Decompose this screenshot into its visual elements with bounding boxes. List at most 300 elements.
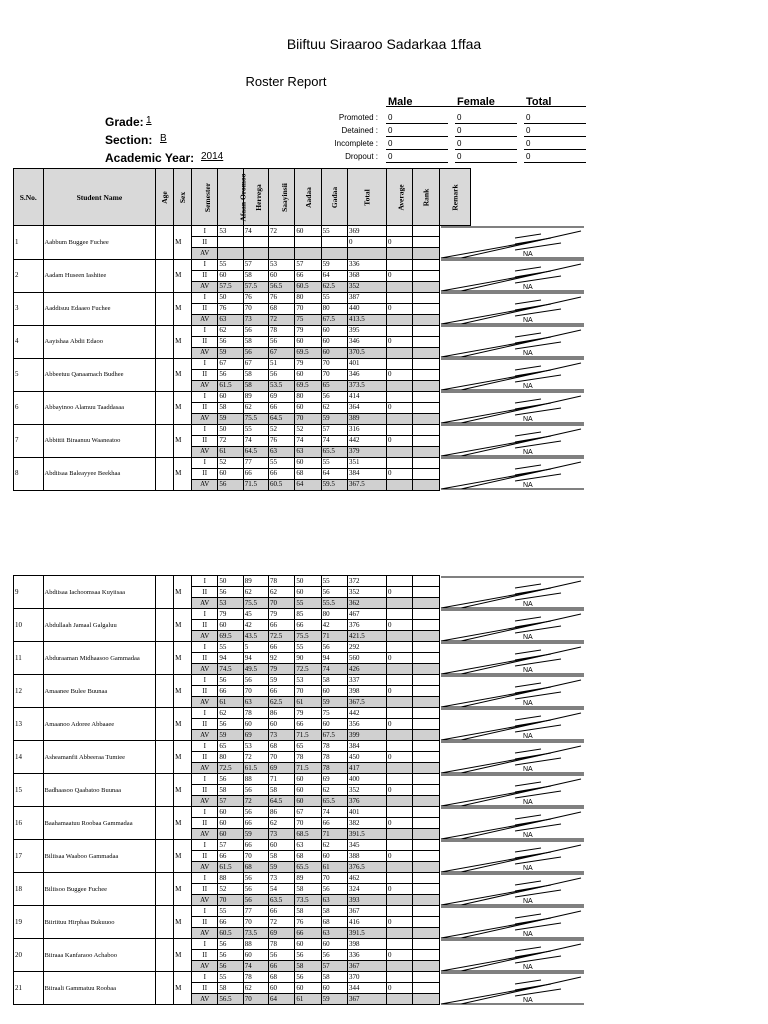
score-cell: 62 (218, 325, 243, 336)
score-cell (321, 248, 347, 259)
score-cell: 66 (268, 402, 294, 413)
score-cell: 63 (295, 840, 321, 851)
student-age (156, 259, 174, 292)
semester-cell: AV (192, 730, 218, 741)
rank-cell (413, 708, 439, 719)
semester-cell: II (192, 402, 218, 413)
score-cell (218, 248, 243, 259)
table-row (14, 325, 591, 336)
student-sex: M (174, 325, 192, 358)
score-cell: 78 (321, 752, 347, 763)
score-cell: 43.5 (243, 631, 268, 642)
score-cell: 78 (243, 708, 268, 719)
student-age (156, 292, 174, 325)
score-cell: 74 (321, 435, 347, 446)
semester-cell: II (192, 653, 218, 664)
score-cell: 94 (218, 653, 243, 664)
score-cell: 69 (321, 774, 347, 785)
student-sno: 14 (14, 741, 44, 774)
rank-cell (413, 972, 439, 983)
score-cell: 63 (243, 697, 268, 708)
score-cell: 0 (387, 917, 413, 928)
score-cell: 64 (321, 468, 347, 479)
score-cell: 57 (243, 259, 268, 270)
score-cell: 58 (268, 851, 294, 862)
score-cell: 442 (348, 708, 387, 719)
score-cell: 0 (387, 818, 413, 829)
score-cell: 60 (218, 818, 243, 829)
score-cell: 60 (295, 939, 321, 950)
score-cell: 70 (295, 413, 321, 424)
score-cell: 56 (268, 369, 294, 380)
score-cell: 57 (295, 259, 321, 270)
student-sno: 11 (14, 642, 44, 675)
score-cell: 364 (348, 402, 387, 413)
semester-cell: II (192, 917, 218, 928)
score-cell: 50 (218, 292, 243, 303)
student-age (156, 675, 174, 708)
score-cell: 370.5 (348, 347, 387, 358)
score-cell: 62 (243, 587, 268, 598)
score-cell: 72.5 (295, 664, 321, 675)
student-name: Biliisoo Buggee Fuchee (43, 873, 156, 906)
score-cell: 89 (295, 873, 321, 884)
score-cell: 55 (295, 598, 321, 609)
score-cell: 58 (321, 906, 347, 917)
remark-lines-graphic (441, 972, 584, 1005)
rank-cell (413, 928, 439, 939)
score-cell: 59 (243, 829, 268, 840)
rank-cell (413, 906, 439, 917)
student-sex: M (174, 741, 192, 774)
score-cell: 69 (268, 391, 294, 402)
score-cell: 68.5 (295, 829, 321, 840)
student-age (156, 708, 174, 741)
rank-cell (413, 248, 439, 259)
summary-male-value: 0 (386, 139, 448, 150)
score-cell (268, 248, 294, 259)
table-row (14, 642, 591, 653)
semester-cell: AV (192, 248, 218, 259)
remark-lines-graphic (441, 774, 584, 807)
col-herrega: Herrega (243, 169, 268, 226)
score-cell: 0 (387, 303, 413, 314)
score-cell: 426 (348, 664, 387, 675)
remark-text: NA (522, 996, 533, 1004)
score-cell: 54 (268, 884, 294, 895)
remark-cell (439, 972, 590, 1005)
score-cell: 391.5 (348, 928, 387, 939)
score-cell: 71.5 (295, 763, 321, 774)
remark-text: NA (522, 930, 533, 938)
student-sno: 19 (14, 906, 44, 939)
score-cell: 0 (387, 752, 413, 763)
semester-cell: I (192, 675, 218, 686)
score-cell: 462 (348, 873, 387, 884)
score-cell: 292 (348, 642, 387, 653)
score-cell: 75.5 (295, 631, 321, 642)
rank-cell (413, 642, 439, 653)
score-cell: 57.5 (218, 281, 243, 292)
student-age (156, 741, 174, 774)
remark-lines-graphic (441, 226, 584, 259)
table-row (14, 774, 591, 785)
score-cell: 61 (218, 697, 243, 708)
semester-cell: I (192, 906, 218, 917)
score-cell: 72 (268, 226, 294, 237)
student-sno: 4 (14, 325, 44, 358)
rank-cell (413, 576, 439, 587)
remark-text: NA (522, 251, 533, 258)
rank-cell (413, 719, 439, 730)
score-cell: 79 (295, 708, 321, 719)
summary-row-label: Promoted : (338, 113, 378, 122)
table-row (14, 457, 591, 468)
score-cell: 52 (295, 424, 321, 435)
score-cell: 78 (268, 325, 294, 336)
student-sex: M (174, 226, 192, 260)
score-cell: 78 (268, 939, 294, 950)
score-cell: 56 (243, 807, 268, 818)
semester-cell: I (192, 774, 218, 785)
score-cell: 61 (295, 994, 321, 1005)
rank-cell (413, 435, 439, 446)
score-cell: 346 (348, 369, 387, 380)
score-cell: 66 (295, 270, 321, 281)
rank-cell (413, 763, 439, 774)
score-cell: 79 (295, 325, 321, 336)
score-cell: 57 (321, 424, 347, 435)
summary-header-total: Total (526, 96, 552, 108)
student-age (156, 807, 174, 840)
score-cell: 85 (295, 609, 321, 620)
student-name: Abdiisaa Baleayyee Beekhaa (43, 457, 156, 490)
rank-cell (413, 697, 439, 708)
student-age (156, 391, 174, 424)
score-cell: 0 (348, 237, 387, 248)
score-cell (387, 829, 413, 840)
score-cell: 59 (321, 994, 347, 1005)
table-row (14, 292, 591, 303)
score-cell: 94 (243, 653, 268, 664)
score-cell: 65 (321, 380, 347, 391)
report-title: Roster Report (245, 74, 327, 89)
score-cell: 55 (321, 292, 347, 303)
score-cell: 58 (243, 270, 268, 281)
score-cell: 75.5 (243, 598, 268, 609)
col-saayinsii: Saayinsii (268, 169, 294, 226)
score-cell: 65 (295, 741, 321, 752)
score-cell: 55.5 (321, 598, 347, 609)
rank-cell (413, 237, 439, 248)
score-cell: 78 (243, 972, 268, 983)
score-cell: 76 (295, 917, 321, 928)
score-cell (218, 237, 243, 248)
remark-lines-graphic (441, 741, 584, 774)
score-cell: 73 (268, 730, 294, 741)
score-cell: 59 (321, 413, 347, 424)
score-cell: 367 (348, 994, 387, 1005)
score-cell: 62.5 (268, 697, 294, 708)
score-cell: 345 (348, 840, 387, 851)
rank-cell (413, 479, 439, 490)
score-cell: 63.5 (268, 895, 294, 906)
score-cell: 387 (348, 292, 387, 303)
score-cell: 401 (348, 807, 387, 818)
student-sex: M (174, 807, 192, 840)
rank-cell (413, 675, 439, 686)
score-cell: 60 (295, 796, 321, 807)
score-cell (348, 248, 387, 259)
score-cell: 60 (243, 719, 268, 730)
score-cell: 60 (218, 270, 243, 281)
score-cell: 560 (348, 653, 387, 664)
score-cell: 56 (268, 336, 294, 347)
rank-cell (413, 796, 439, 807)
score-cell: 79 (218, 609, 243, 620)
col-sno: S.No. (14, 169, 44, 226)
score-cell: 94 (321, 653, 347, 664)
score-cell: 61.5 (218, 862, 243, 873)
score-cell: 59 (218, 347, 243, 358)
score-cell: 56 (243, 785, 268, 796)
score-cell: 416 (348, 917, 387, 928)
semester-cell: AV (192, 314, 218, 325)
student-name: Biiraaa Kanfaraoo Achaboo (43, 939, 156, 972)
score-cell: 72.5 (218, 763, 243, 774)
rank-cell (413, 873, 439, 884)
school-title: Biiftuu Siraaroo Sadarkaa 1ffaa (286, 36, 482, 52)
score-cell: 60 (268, 270, 294, 281)
score-cell: 69 (268, 928, 294, 939)
remark-text: NA (522, 897, 533, 905)
student-sex: M (174, 774, 192, 807)
remark-cell (439, 708, 590, 741)
score-cell: 53 (295, 675, 321, 686)
score-cell: 53 (268, 259, 294, 270)
score-cell: 50 (218, 424, 243, 435)
rank-cell (413, 818, 439, 829)
score-cell: 55 (218, 906, 243, 917)
score-cell: 60 (321, 719, 347, 730)
semester-cell: I (192, 873, 218, 884)
col-sex: Sex (174, 169, 192, 226)
score-cell (387, 642, 413, 653)
score-cell: 62 (321, 402, 347, 413)
score-cell (387, 347, 413, 358)
score-cell: 70 (243, 851, 268, 862)
score-cell: 58 (321, 972, 347, 983)
score-cell: 72 (243, 752, 268, 763)
score-cell (243, 248, 268, 259)
semester-cell: II (192, 884, 218, 895)
score-cell: 79 (295, 358, 321, 369)
score-cell: 58 (295, 906, 321, 917)
score-cell: 66 (295, 620, 321, 631)
score-cell: 66 (268, 620, 294, 631)
remark-lines-graphic (441, 259, 584, 292)
score-cell: 56 (218, 587, 243, 598)
score-cell (268, 237, 294, 248)
student-name: Biiriituu Hirphaa Bukuuoo (43, 906, 156, 939)
rank-cell (413, 303, 439, 314)
rank-cell (413, 457, 439, 468)
roster-header-row (14, 169, 591, 226)
semester-cell: II (192, 950, 218, 961)
student-sno: 9 (14, 576, 44, 609)
student-sno: 21 (14, 972, 44, 1005)
score-cell: 56 (218, 479, 243, 490)
rank-cell (413, 424, 439, 435)
score-cell: 64 (321, 270, 347, 281)
remark-cell (439, 741, 590, 774)
score-cell (387, 259, 413, 270)
score-cell: 52 (218, 884, 243, 895)
rank-cell (413, 226, 439, 237)
student-sno: 6 (14, 391, 44, 424)
student-sex: M (174, 576, 192, 609)
score-cell (295, 248, 321, 259)
score-cell (387, 675, 413, 686)
score-cell: 55 (321, 576, 347, 587)
remark-cell (439, 840, 590, 873)
student-name: Asheamanfii Abbeeraa Tumiee (43, 741, 156, 774)
score-cell (387, 994, 413, 1005)
score-cell: 68 (321, 917, 347, 928)
year-value: 2014 (201, 151, 224, 162)
score-cell: 337 (348, 675, 387, 686)
score-cell: 414 (348, 391, 387, 402)
score-cell (387, 807, 413, 818)
semester-cell: II (192, 303, 218, 314)
score-cell: 78 (321, 741, 347, 752)
score-cell: 69.5 (295, 380, 321, 391)
remark-text: NA (522, 732, 533, 740)
score-cell: 56 (321, 950, 347, 961)
table-row (14, 741, 591, 752)
remark-lines-graphic (441, 675, 584, 708)
score-cell: 60.5 (268, 479, 294, 490)
semester-cell: II (192, 785, 218, 796)
remark-lines-graphic (441, 457, 584, 490)
score-cell (387, 840, 413, 851)
score-cell: 376 (348, 796, 387, 807)
score-cell: 74.5 (218, 664, 243, 675)
col-gadaa: Gadaa (321, 169, 347, 226)
score-cell: 62 (268, 818, 294, 829)
col-afaan-oromoo: Afaan Oromoo (218, 169, 243, 226)
rank-cell (413, 358, 439, 369)
student-name: Amaanee Bulee Buunaa (43, 675, 156, 708)
score-cell: 401 (348, 358, 387, 369)
rank-cell (413, 851, 439, 862)
rank-cell (413, 446, 439, 457)
semester-cell: AV (192, 928, 218, 939)
score-cell: 58 (243, 369, 268, 380)
score-cell: 72.5 (268, 631, 294, 642)
semester-cell: II (192, 719, 218, 730)
rank-cell (413, 961, 439, 972)
student-age (156, 906, 174, 939)
rank-cell (413, 939, 439, 950)
summary-row-label: Incomplete : (334, 139, 378, 148)
student-name: Abdullaah Jamaal Galgaluu (43, 609, 156, 642)
rank-cell (413, 807, 439, 818)
score-cell: 68 (295, 468, 321, 479)
score-cell: 55 (295, 642, 321, 653)
rank-cell (413, 653, 439, 664)
student-sno: 18 (14, 873, 44, 906)
student-age (156, 424, 174, 457)
score-cell: 57 (218, 796, 243, 807)
score-cell: 0 (387, 270, 413, 281)
score-cell: 55 (268, 457, 294, 468)
score-cell (387, 457, 413, 468)
col-remark: Remark (439, 169, 471, 226)
score-cell: 79 (268, 664, 294, 675)
summary-header-female: Female (457, 96, 495, 108)
student-sex: M (174, 457, 192, 490)
score-cell: 72 (218, 435, 243, 446)
score-cell: 440 (348, 303, 387, 314)
score-cell: 60 (321, 336, 347, 347)
table-row (14, 226, 591, 237)
score-cell: 70 (295, 818, 321, 829)
section-value: B (160, 133, 167, 144)
score-cell: 66 (218, 686, 243, 697)
student-sex: M (174, 259, 192, 292)
summary-female-value: 0 (455, 139, 517, 150)
semester-cell: AV (192, 347, 218, 358)
remark-lines-graphic (441, 642, 584, 675)
score-cell: 72 (268, 314, 294, 325)
score-cell (387, 479, 413, 490)
score-cell: 61.5 (243, 763, 268, 774)
semester-cell: AV (192, 380, 218, 391)
summary-male-value: 0 (386, 113, 448, 124)
score-cell: 467 (348, 609, 387, 620)
student-sex: M (174, 675, 192, 708)
student-sno: 8 (14, 457, 44, 490)
summary-row-label: Detained : (341, 126, 378, 135)
score-cell: 66 (268, 906, 294, 917)
score-cell: 417 (348, 763, 387, 774)
score-cell: 60 (295, 774, 321, 785)
semester-cell: II (192, 336, 218, 347)
score-cell: 344 (348, 983, 387, 994)
score-cell: 58 (295, 884, 321, 895)
score-cell: 66 (268, 468, 294, 479)
semester-cell: AV (192, 598, 218, 609)
score-cell (243, 237, 268, 248)
student-sex: M (174, 358, 192, 391)
remark-cell (439, 906, 590, 939)
score-cell: 78 (321, 763, 347, 774)
student-age (156, 457, 174, 490)
score-cell (387, 576, 413, 587)
score-cell: 0 (387, 653, 413, 664)
table-row (14, 576, 591, 587)
rank-cell (413, 983, 439, 994)
score-cell: 70 (295, 686, 321, 697)
student-name: Biiraali Gammatuu Roobaa (43, 972, 156, 1005)
score-cell: 370 (348, 972, 387, 983)
student-sex: M (174, 972, 192, 1005)
score-cell: 60 (243, 950, 268, 961)
remark-lines-graphic (441, 292, 584, 325)
score-cell: 56 (243, 895, 268, 906)
semester-cell: I (192, 741, 218, 752)
